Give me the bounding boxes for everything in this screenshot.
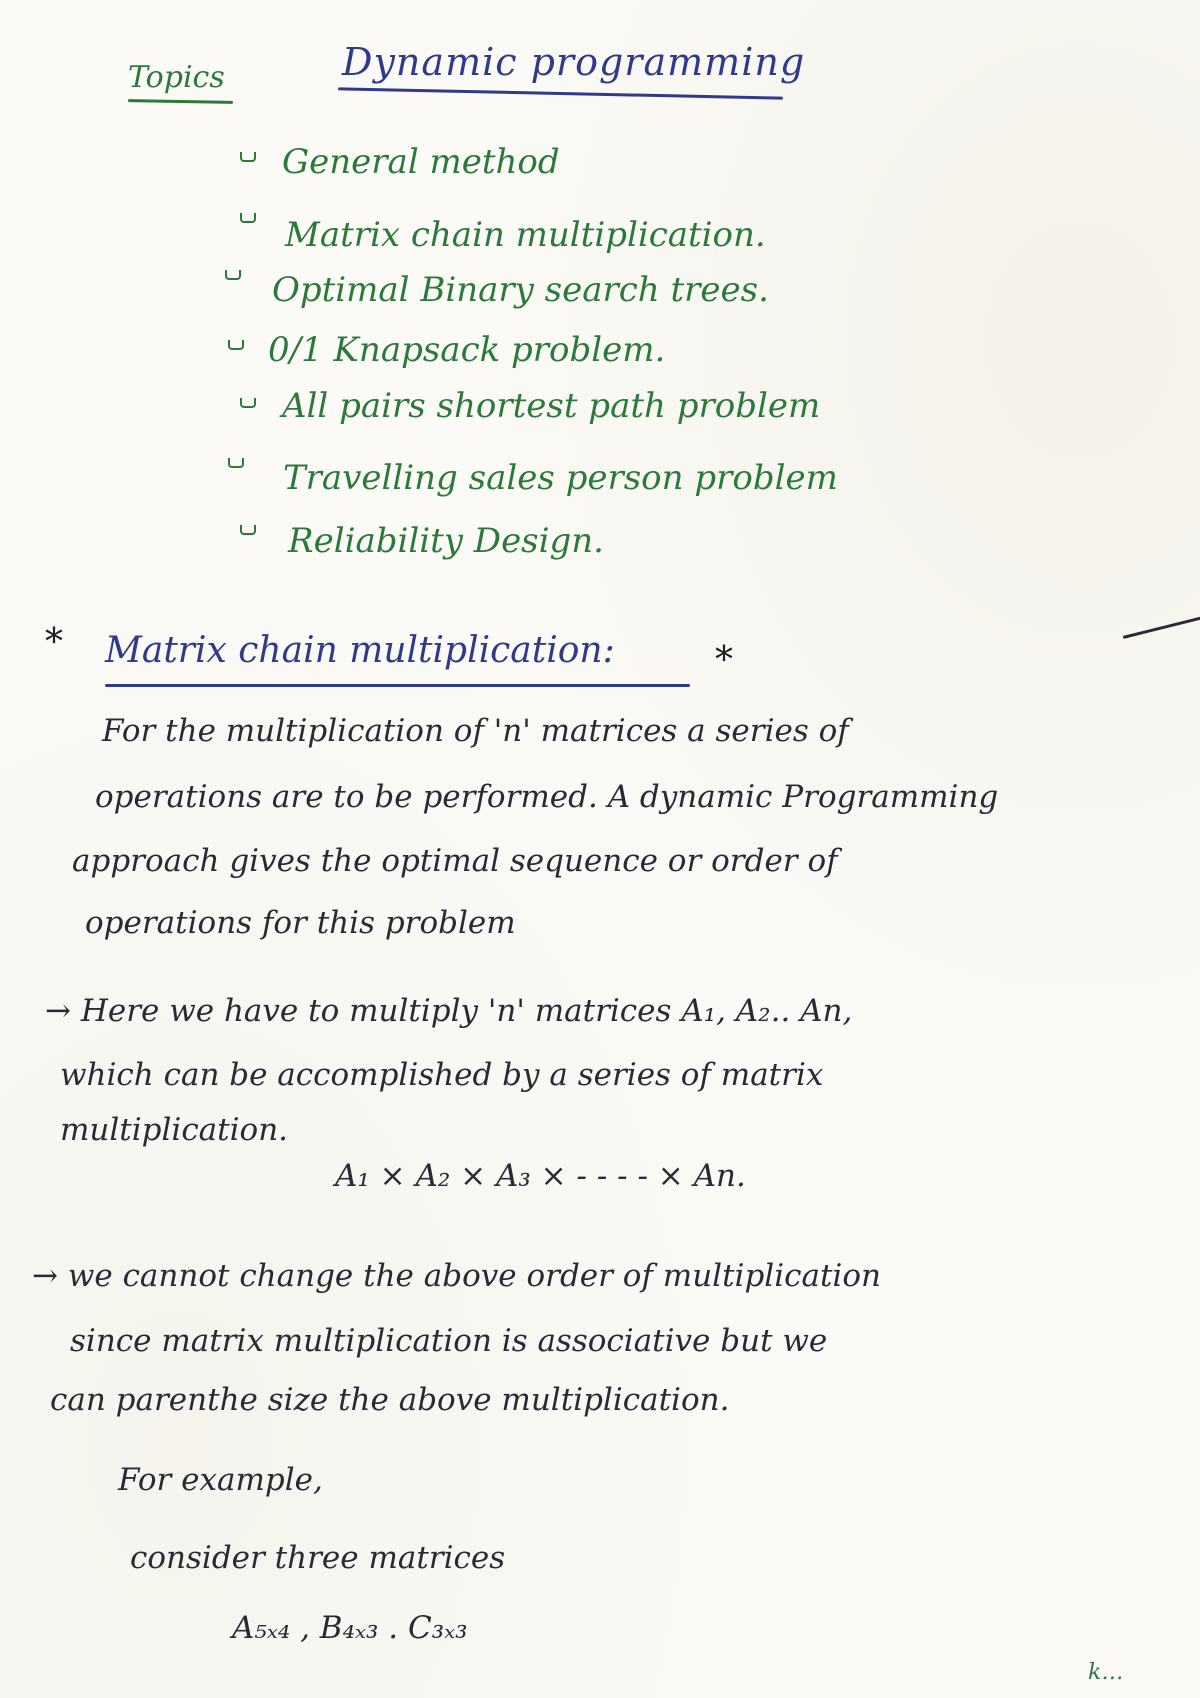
bullet-icon bbox=[228, 458, 244, 468]
bullet-icon bbox=[240, 398, 256, 408]
paragraph-line: → Here we have to multiply 'n' matrices A₁, A₂.. An, bbox=[45, 993, 853, 1029]
topic-text: 0/1 Knapsack problem. bbox=[268, 330, 666, 370]
paragraph-line: since matrix multiplication is associative but we bbox=[70, 1323, 828, 1359]
topic-text: Matrix chain multiplication. bbox=[285, 215, 766, 255]
paragraph-line: multiplication. bbox=[60, 1112, 289, 1148]
topic-text: Optimal Binary search trees. bbox=[272, 270, 769, 310]
topics-underline bbox=[128, 99, 233, 104]
topic-text: All pairs shortest path problem bbox=[282, 386, 821, 426]
paragraph-line: can parenthe size the above multiplication. bbox=[50, 1382, 730, 1418]
example-matrices: A₅ₓ₄ , B₄ₓ₃ . C₃ₓ₃ bbox=[232, 1610, 468, 1646]
example-consider: consider three matrices bbox=[130, 1540, 506, 1576]
topic-text: Travelling sales person problem bbox=[283, 458, 838, 498]
bullet-icon bbox=[240, 525, 256, 535]
bullet-icon bbox=[228, 340, 244, 350]
paragraph-line: which can be accomplished by a series of matrix bbox=[60, 1057, 824, 1093]
topic-text: General method bbox=[282, 142, 560, 182]
margin-stroke bbox=[1123, 615, 1200, 639]
paragraph-line: approach gives the optimal sequence or order of bbox=[72, 843, 838, 879]
star-left: * bbox=[45, 622, 63, 663]
page-title: Dynamic programming bbox=[342, 40, 806, 84]
star-right: * bbox=[715, 640, 733, 681]
section-heading: Matrix chain multiplication: bbox=[105, 630, 615, 671]
paragraph-line: For the multiplication of 'n' matrices a series of bbox=[102, 713, 849, 749]
bullet-icon bbox=[240, 213, 256, 223]
footer-mark: k… bbox=[1088, 1660, 1124, 1685]
example-intro: For example, bbox=[118, 1462, 323, 1498]
paragraph-line: operations are to be performed. A dynamic Programming bbox=[95, 779, 999, 815]
topic-text: Reliability Design. bbox=[288, 521, 604, 561]
title-underline bbox=[338, 87, 783, 99]
heading-underline bbox=[105, 684, 690, 687]
formula-line: A₁ × A₂ × A₃ × - - - - × An. bbox=[335, 1158, 746, 1194]
bullet-icon bbox=[240, 152, 256, 162]
bullet-icon bbox=[225, 270, 241, 280]
paragraph-line: operations for this problem bbox=[85, 905, 516, 941]
topics-label: Topics bbox=[128, 60, 225, 95]
paragraph-line: → we cannot change the above order of multiplication bbox=[32, 1258, 881, 1294]
